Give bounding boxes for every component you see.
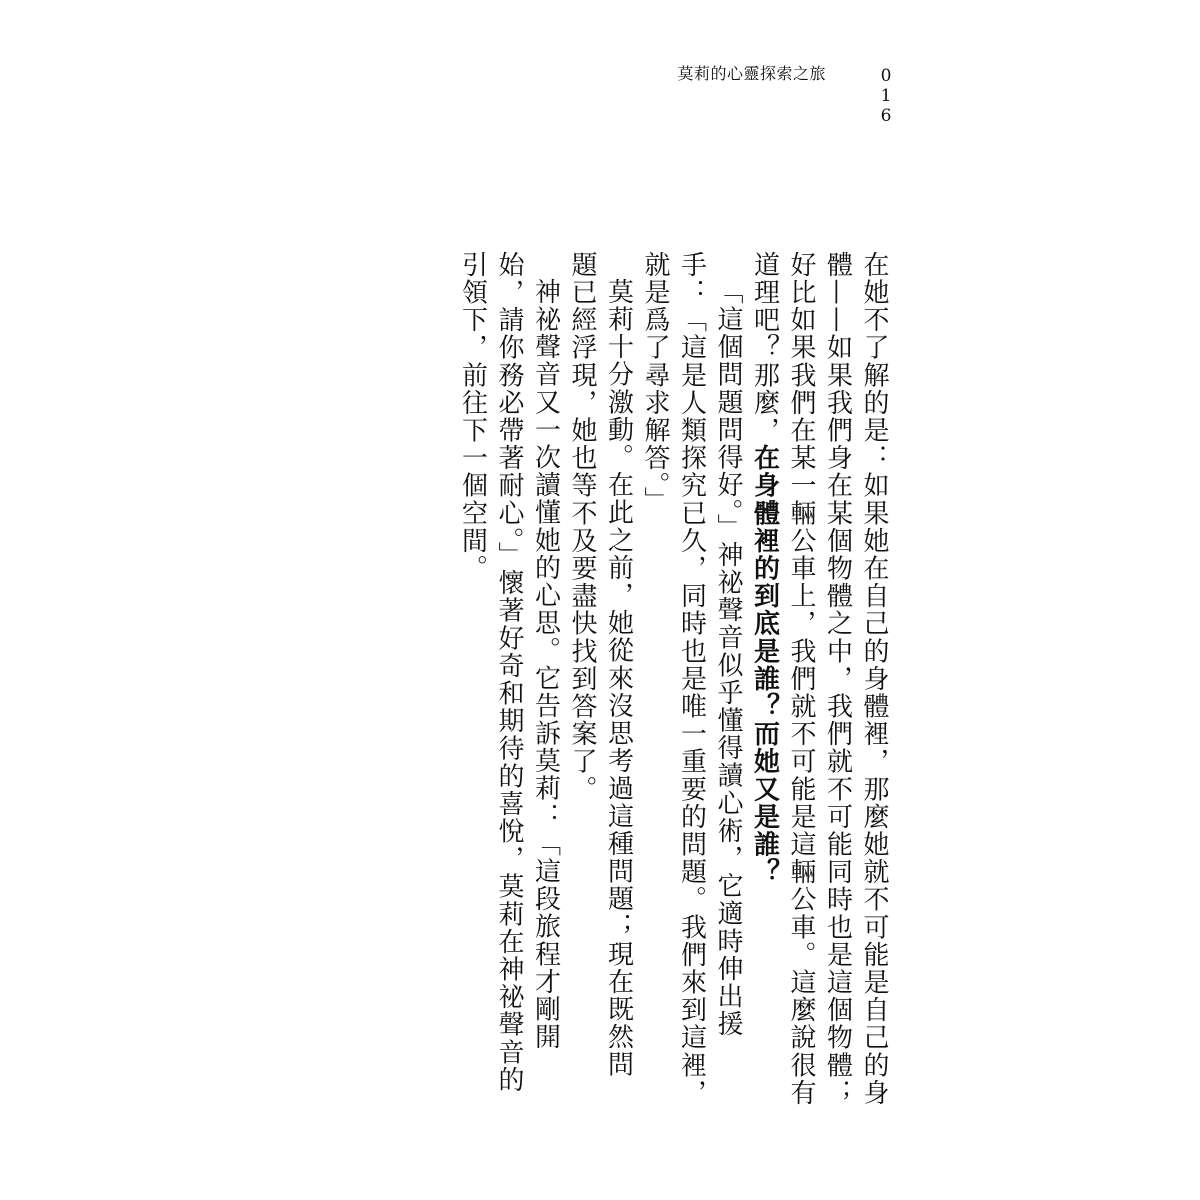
- text-line-9: 題已經浮現，她也等不及要盡快找到答案了。: [567, 251, 597, 803]
- page-number: 016: [876, 66, 896, 126]
- text-line-8: 莫莉十分激動。在此之前，她從來沒思考過這種問題；現在既然問: [603, 278, 634, 1079]
- text-line-4: [746, 251, 783, 1131]
- text-line-5: 「這個問題問得好。」神祕聲音似乎懂得讀心術，它適時伸出援: [713, 278, 743, 1038]
- text-line-10: 神祕聲音又一次讀懂她的心思。它告訴莫莉：「這段旅程才剛開: [530, 278, 561, 1051]
- body-text: [454, 251, 892, 1131]
- text-line-6: 手：「這是人類探究已久，同時也是唯一重要的問題。我們來到這裡，: [676, 251, 707, 1107]
- running-title: 莫莉的心靈探索之旅: [677, 64, 826, 83]
- text-line-4-bold: 在身體裡的到底是誰？而她又是誰？: [749, 444, 780, 886]
- text-line-1: 在她不了解的是：如果她在自己的身體裡，那麼她就不可能是自己的身: [859, 251, 889, 1107]
- text-line-4-plain: 道理吧？那麼，: [749, 251, 780, 445]
- text-line-11: 始，請你務必帶著耐心。」懷著好奇和期待的喜悅，莫莉在神祕聲音的: [494, 251, 524, 1094]
- text-line-3: 好比如果我們在某一輛公車上，我們就不可能是這輛公車。這麼說很有: [786, 251, 816, 1107]
- text-line-12: 引領下，前往下一個空間。: [457, 251, 488, 583]
- text-line-2: 體——如果我們身在某個物體之中，我們就不可能同時也是這個物體；: [822, 251, 853, 1107]
- text-line-7: 就是爲了尋求解答。」: [640, 251, 670, 514]
